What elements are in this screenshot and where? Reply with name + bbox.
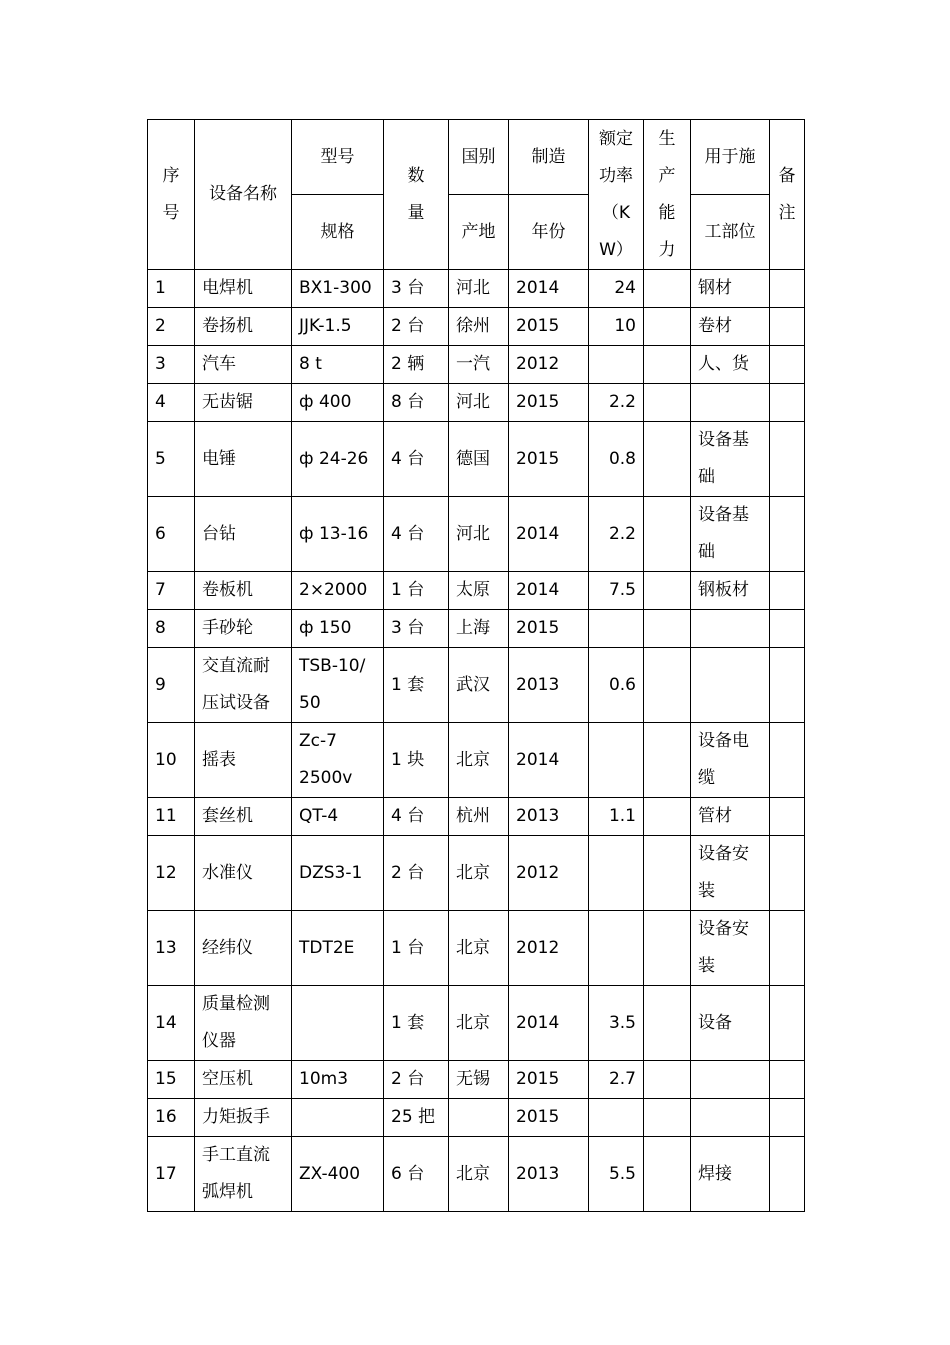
cell-qty: 3 台: [384, 610, 449, 648]
cell-name: [195, 723, 292, 798]
table-row: [148, 422, 805, 497]
table-row: [148, 798, 805, 836]
cell-capacity: [644, 270, 691, 308]
cell-no: 12: [148, 836, 195, 911]
cell-remark: [770, 1061, 805, 1099]
cell-origin: 北京: [449, 1137, 509, 1212]
cell-model: [292, 986, 384, 1061]
cell-no: 14: [148, 986, 195, 1061]
header-model-top: 型号: [292, 120, 384, 195]
cell-capacity: [644, 798, 691, 836]
cell-power: 3.5: [589, 986, 644, 1061]
cell-usage-line: 设备安: [698, 919, 749, 939]
cell-name: [195, 610, 292, 648]
cell-no: 1: [148, 270, 195, 308]
cell-name-line: 手砂轮: [202, 618, 253, 638]
cell-model-line: ф 150: [299, 618, 352, 638]
cell-usage: [691, 1061, 770, 1099]
cell-qty: 2 台: [384, 1061, 449, 1099]
cell-no: 6: [148, 497, 195, 572]
cell-year: 2014: [509, 986, 589, 1061]
cell-capacity: [644, 648, 691, 723]
cell-name-line: 空压机: [202, 1069, 253, 1089]
cell-name-line: 卷扬机: [202, 316, 253, 336]
cell-usage: [691, 270, 770, 308]
cell-origin: 河北: [449, 497, 509, 572]
cell-capacity: [644, 422, 691, 497]
cell-name-line: 交直流耐: [202, 656, 270, 676]
cell-model-line: DZS3-1: [299, 862, 363, 883]
table-row: [148, 610, 805, 648]
cell-usage-line: 钢材: [698, 278, 732, 298]
cell-capacity: [644, 346, 691, 384]
cell-usage: [691, 1099, 770, 1137]
cell-usage-line: 人、货: [698, 354, 749, 374]
cell-usage: [691, 610, 770, 648]
cell-no: 11: [148, 798, 195, 836]
cell-name: [195, 384, 292, 422]
header-model-bottom: 规格: [292, 195, 384, 270]
cell-origin: 上海: [449, 610, 509, 648]
cell-usage-line: 设备: [698, 1012, 732, 1033]
cell-usage-line: 设备安: [698, 844, 749, 864]
cell-remark: [770, 572, 805, 610]
cell-capacity: [644, 384, 691, 422]
cell-origin: 河北: [449, 270, 509, 308]
cell-name: [195, 648, 292, 723]
cell-usage-line: 础: [698, 467, 715, 487]
cell-name-line: 质量检测: [202, 994, 270, 1014]
cell-qty: 4 台: [384, 798, 449, 836]
header-remark: [770, 120, 805, 270]
cell-name-line: 台钻: [202, 523, 236, 544]
cell-name-line: 卷板机: [202, 580, 253, 600]
header-capacity-line: 能: [658, 202, 676, 223]
cell-power: 2.2: [589, 497, 644, 572]
cell-year: 2012: [509, 911, 589, 986]
cell-usage: [691, 836, 770, 911]
header-power-line: 功率: [599, 165, 633, 186]
cell-name-line: 经纬仪: [202, 937, 253, 958]
cell-name-line: 水准仪: [202, 862, 253, 883]
cell-remark: [770, 497, 805, 572]
cell-capacity: [644, 911, 691, 986]
table-row: [148, 572, 805, 610]
cell-origin: [449, 1099, 509, 1137]
table-row: [148, 384, 805, 422]
cell-qty: 2 辆: [384, 346, 449, 384]
cell-remark: [770, 911, 805, 986]
cell-usage-line: 卷材: [698, 316, 732, 336]
cell-usage: [691, 911, 770, 986]
cell-remark: [770, 308, 805, 346]
cell-qty: 1 套: [384, 986, 449, 1061]
cell-no: 7: [148, 572, 195, 610]
cell-origin: 河北: [449, 384, 509, 422]
cell-capacity: [644, 723, 691, 798]
header-capacity: [644, 120, 691, 270]
cell-capacity: [644, 1137, 691, 1212]
cell-usage: [691, 308, 770, 346]
cell-model-line: 2500v: [299, 768, 353, 788]
cell-model: [292, 836, 384, 911]
cell-year: 2013: [509, 648, 589, 723]
cell-model: [292, 610, 384, 648]
cell-year: 2013: [509, 1137, 589, 1212]
cell-name-line: 电焊机: [202, 278, 253, 298]
cell-qty: 6 台: [384, 1137, 449, 1212]
cell-origin: 北京: [449, 723, 509, 798]
cell-model-line: ф 13-16: [299, 523, 369, 544]
cell-name-line: 压试设备: [202, 693, 270, 713]
header-power-line: 额定: [599, 128, 633, 149]
header-made-top: 制造: [509, 120, 589, 195]
cell-usage: [691, 648, 770, 723]
cell-qty: 1 台: [384, 572, 449, 610]
cell-usage: [691, 723, 770, 798]
table-row: [148, 1137, 805, 1212]
cell-model: [292, 798, 384, 836]
cell-qty: 2 台: [384, 308, 449, 346]
cell-model-line: QT-4: [299, 806, 339, 826]
cell-name-line: 力矩扳手: [202, 1107, 270, 1127]
cell-year: 2014: [509, 497, 589, 572]
cell-usage-line: 础: [698, 542, 715, 562]
cell-power: 24: [589, 270, 644, 308]
cell-name-line: 手工直流: [202, 1145, 270, 1165]
cell-usage: [691, 798, 770, 836]
cell-qty: 1 套: [384, 648, 449, 723]
cell-qty: 1 块: [384, 723, 449, 798]
cell-origin: 北京: [449, 836, 509, 911]
cell-qty: 25 把: [384, 1099, 449, 1137]
cell-name: [195, 422, 292, 497]
cell-year: 2014: [509, 572, 589, 610]
header-power: [589, 120, 644, 270]
cell-origin: 德国: [449, 422, 509, 497]
table-row: [148, 986, 805, 1061]
cell-name: [195, 911, 292, 986]
cell-year: 2015: [509, 308, 589, 346]
cell-name: [195, 346, 292, 384]
header-qty-line: 数: [407, 165, 425, 186]
table-row: [148, 836, 805, 911]
cell-remark: [770, 798, 805, 836]
cell-name-line: 汽车: [202, 354, 236, 374]
cell-usage-line: 管材: [698, 806, 732, 826]
cell-remark: [770, 1137, 805, 1212]
cell-power: 7.5: [589, 572, 644, 610]
cell-model: [292, 384, 384, 422]
cell-usage-line: 设备电: [698, 731, 749, 751]
cell-year: 2015: [509, 384, 589, 422]
equipment-table: [147, 119, 805, 1212]
cell-name: [195, 1061, 292, 1099]
cell-name: [195, 572, 292, 610]
header-seq-line: 序: [162, 165, 180, 186]
cell-origin: 一汽: [449, 346, 509, 384]
cell-origin: 北京: [449, 986, 509, 1061]
cell-usage-line: 缆: [698, 768, 715, 788]
cell-name-line: 套丝机: [202, 806, 253, 826]
cell-no: 4: [148, 384, 195, 422]
table-row: [148, 346, 805, 384]
cell-no: 9: [148, 648, 195, 723]
cell-model-line: ZX-400: [299, 1163, 361, 1184]
cell-power: 2.7: [589, 1061, 644, 1099]
cell-year: 2015: [509, 1099, 589, 1137]
cell-qty: 3 台: [384, 270, 449, 308]
cell-no: 2: [148, 308, 195, 346]
cell-name: [195, 1137, 292, 1212]
cell-usage-line: 装: [698, 956, 715, 976]
cell-usage: [691, 422, 770, 497]
cell-origin: 杭州: [449, 798, 509, 836]
header-remark-line: 注: [778, 202, 796, 223]
cell-usage: [691, 384, 770, 422]
cell-remark: [770, 1099, 805, 1137]
header-seq: [148, 120, 195, 270]
cell-qty: 2 台: [384, 836, 449, 911]
cell-no: 10: [148, 723, 195, 798]
table-row: [148, 1061, 805, 1099]
cell-power: [589, 836, 644, 911]
cell-year: 2014: [509, 270, 589, 308]
cell-usage: [691, 986, 770, 1061]
cell-remark: [770, 648, 805, 723]
cell-power: [589, 1099, 644, 1137]
cell-qty: 4 台: [384, 497, 449, 572]
cell-year: 2013: [509, 798, 589, 836]
cell-usage-line: 装: [698, 881, 715, 901]
header-made-bottom: 年份: [509, 195, 589, 270]
cell-usage: [691, 1137, 770, 1212]
cell-model-line: 10m3: [299, 1069, 349, 1089]
table-row: [148, 723, 805, 798]
cell-usage: [691, 497, 770, 572]
cell-model-line: 8 t: [299, 354, 322, 374]
cell-capacity: [644, 1061, 691, 1099]
cell-capacity: [644, 1099, 691, 1137]
cell-name: [195, 308, 292, 346]
cell-model: [292, 1137, 384, 1212]
cell-model: [292, 422, 384, 497]
cell-power: [589, 346, 644, 384]
cell-model-line: JJK-1.5: [299, 316, 352, 336]
cell-year: 2012: [509, 836, 589, 911]
cell-usage-line: 设备基: [698, 505, 749, 525]
header-power-line: （K: [601, 202, 631, 223]
cell-origin: 太原: [449, 572, 509, 610]
cell-model-line: TSB-10/: [299, 656, 366, 676]
cell-name: [195, 497, 292, 572]
cell-model-line: 50: [299, 693, 321, 713]
header-qty-line: 量: [407, 202, 425, 223]
cell-model: [292, 911, 384, 986]
cell-no: 5: [148, 422, 195, 497]
cell-no: 15: [148, 1061, 195, 1099]
cell-model: [292, 648, 384, 723]
cell-usage-line: 设备基: [698, 430, 749, 450]
cell-usage: [691, 572, 770, 610]
cell-model: [292, 346, 384, 384]
cell-usage: [691, 346, 770, 384]
cell-name-line: 弧焊机: [202, 1182, 253, 1202]
header-name: 设备名称: [195, 120, 292, 270]
cell-model-line: TDT2E: [299, 937, 355, 958]
cell-year: 2014: [509, 723, 589, 798]
table-row: [148, 308, 805, 346]
cell-model-line: ф 400: [299, 392, 352, 412]
header-usage-top: 用于施: [691, 120, 770, 195]
cell-capacity: [644, 572, 691, 610]
cell-model: [292, 308, 384, 346]
cell-remark: [770, 610, 805, 648]
cell-power: [589, 911, 644, 986]
cell-name-line: 摇表: [202, 749, 236, 770]
cell-remark: [770, 422, 805, 497]
cell-power: 10: [589, 308, 644, 346]
cell-qty: 8 台: [384, 384, 449, 422]
cell-power: 0.8: [589, 422, 644, 497]
cell-model: [292, 723, 384, 798]
cell-name: [195, 836, 292, 911]
cell-power: 2.2: [589, 384, 644, 422]
header-power-line: W）: [599, 239, 633, 260]
cell-remark: [770, 384, 805, 422]
cell-name: [195, 986, 292, 1061]
cell-year: 2015: [509, 610, 589, 648]
cell-capacity: [644, 836, 691, 911]
header-capacity-line: 产: [658, 165, 676, 186]
cell-capacity: [644, 986, 691, 1061]
cell-model-line: BX1-300: [299, 278, 372, 298]
cell-remark: [770, 986, 805, 1061]
cell-capacity: [644, 497, 691, 572]
cell-no: 8: [148, 610, 195, 648]
cell-remark: [770, 270, 805, 308]
cell-model: [292, 497, 384, 572]
cell-power: 1.1: [589, 798, 644, 836]
cell-origin: 武汉: [449, 648, 509, 723]
cell-model: [292, 270, 384, 308]
cell-model-line: 2×2000: [299, 580, 368, 600]
cell-name: [195, 798, 292, 836]
header-row-top: [148, 120, 805, 195]
cell-year: 2012: [509, 346, 589, 384]
cell-no: 3: [148, 346, 195, 384]
cell-remark: [770, 836, 805, 911]
cell-name-line: 电锤: [202, 448, 236, 469]
cell-name-line: 仪器: [202, 1031, 236, 1051]
cell-no: 13: [148, 911, 195, 986]
header-country-bottom: 产地: [449, 195, 509, 270]
cell-usage-line: 焊接: [698, 1163, 732, 1184]
cell-origin: 徐州: [449, 308, 509, 346]
cell-no: 17: [148, 1137, 195, 1212]
cell-model: [292, 1099, 384, 1137]
cell-name-line: 无齿锯: [202, 392, 253, 412]
header-seq-line: 号: [162, 202, 180, 223]
header-qty: [384, 120, 449, 270]
cell-power: 0.6: [589, 648, 644, 723]
cell-model: [292, 572, 384, 610]
cell-qty: 4 台: [384, 422, 449, 497]
cell-origin: 无锡: [449, 1061, 509, 1099]
cell-capacity: [644, 610, 691, 648]
cell-model-line: ф 24-26: [299, 448, 369, 469]
table-row: [148, 911, 805, 986]
cell-name: [195, 1099, 292, 1137]
cell-no: 16: [148, 1099, 195, 1137]
cell-power: 5.5: [589, 1137, 644, 1212]
table-row: [148, 497, 805, 572]
cell-usage-line: 钢板材: [698, 580, 749, 600]
cell-origin: 北京: [449, 911, 509, 986]
cell-remark: [770, 346, 805, 384]
header-remark-line: 备: [778, 165, 796, 186]
header-usage-bottom: 工部位: [691, 195, 770, 270]
header-country-top: 国别: [449, 120, 509, 195]
cell-model-line: Zc-7: [299, 731, 337, 751]
cell-model: [292, 1061, 384, 1099]
cell-year: 2015: [509, 1061, 589, 1099]
cell-name: [195, 270, 292, 308]
header-capacity-line: 生: [658, 128, 676, 149]
cell-capacity: [644, 308, 691, 346]
cell-power: [589, 723, 644, 798]
header-capacity-line: 力: [658, 239, 676, 260]
cell-power: [589, 610, 644, 648]
cell-year: 2015: [509, 422, 589, 497]
table-row: [148, 270, 805, 308]
table-row: [148, 648, 805, 723]
table-row: [148, 1099, 805, 1137]
cell-remark: [770, 723, 805, 798]
cell-qty: 1 台: [384, 911, 449, 986]
